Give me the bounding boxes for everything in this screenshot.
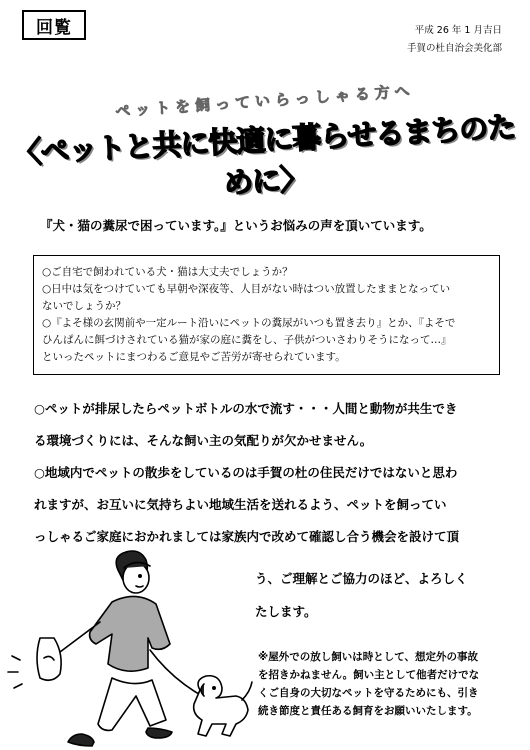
body-line: ○地域内でペットの散歩をしているのは手賀の杜の住民だけではないと思わ [34,465,458,480]
box-line: ○日中は気をつけていても早朝や深夜等、人目がない時はつい放置したままとなってい [42,283,451,295]
body-text [34,393,504,553]
concerns-box [33,255,500,375]
body-line: っしゃるご家庭におかれましては家族内で改めて確認し合う機会を設けて頂 [34,529,460,544]
note-line: を招きかねません。飼い主として他者だけでな [258,669,480,681]
issuing-organization: 手賀の杜自治会美化部 [406,43,502,54]
dog-walker-illustration [0,540,255,750]
note-line: ※屋外での放し飼いは時として、想定外の事故 [258,651,478,663]
lead-text: 『犬・猫の糞尿で困っています。』というお悩みの声を頂いています。 [40,218,432,233]
page-title: 〈ペットと共に快適に暮らせるまちのために〉 [11,109,517,201]
issue-date: 平成 26 年 1 月吉日 [414,25,502,36]
body-line-continued: う、ご理解とご協力のほど、よろしく [255,571,468,586]
note-line: 続き節度と責任ある飼育をお願いいたします。 [258,705,478,717]
body-line: る環境づくりには、そんな飼い主の気配りが欠かせません。 [34,433,373,448]
box-line: ひんぱんに餌づけされている猫が家の庭に糞をし、子供がついさわりそうになって…』 [42,334,452,346]
box-line: ○ご自宅で飼われている犬・猫は大丈夫でしょうか？ [42,266,293,278]
body-line: れますが、お互いに気持ちよい地域生活を送れるよう、ペットを飼ってい [34,497,447,512]
body-line-continued: たします。 [255,604,317,619]
box-line: ○『よそ様の玄関前や一定ルート沿いにペットの糞尿がいつも置き去り』とか、『よそで [42,317,456,329]
note-text [258,648,508,720]
note-line: くご自身の大切なペットを守るためにも、引き [258,687,479,699]
header-meta [407,22,502,58]
body-line: ○ペットが排尿したらペットボトルの水で流す・・・人間と動物が共生でき [34,401,458,416]
box-line: ないでしょうか？ [42,300,126,312]
box-line: といったペットにまつわるご意見やご苦労が寄せられています。 [42,351,346,363]
subtitle: ペットを飼っていらっしゃる方へ [114,81,416,121]
circular-badge: 回覧 [22,10,86,40]
